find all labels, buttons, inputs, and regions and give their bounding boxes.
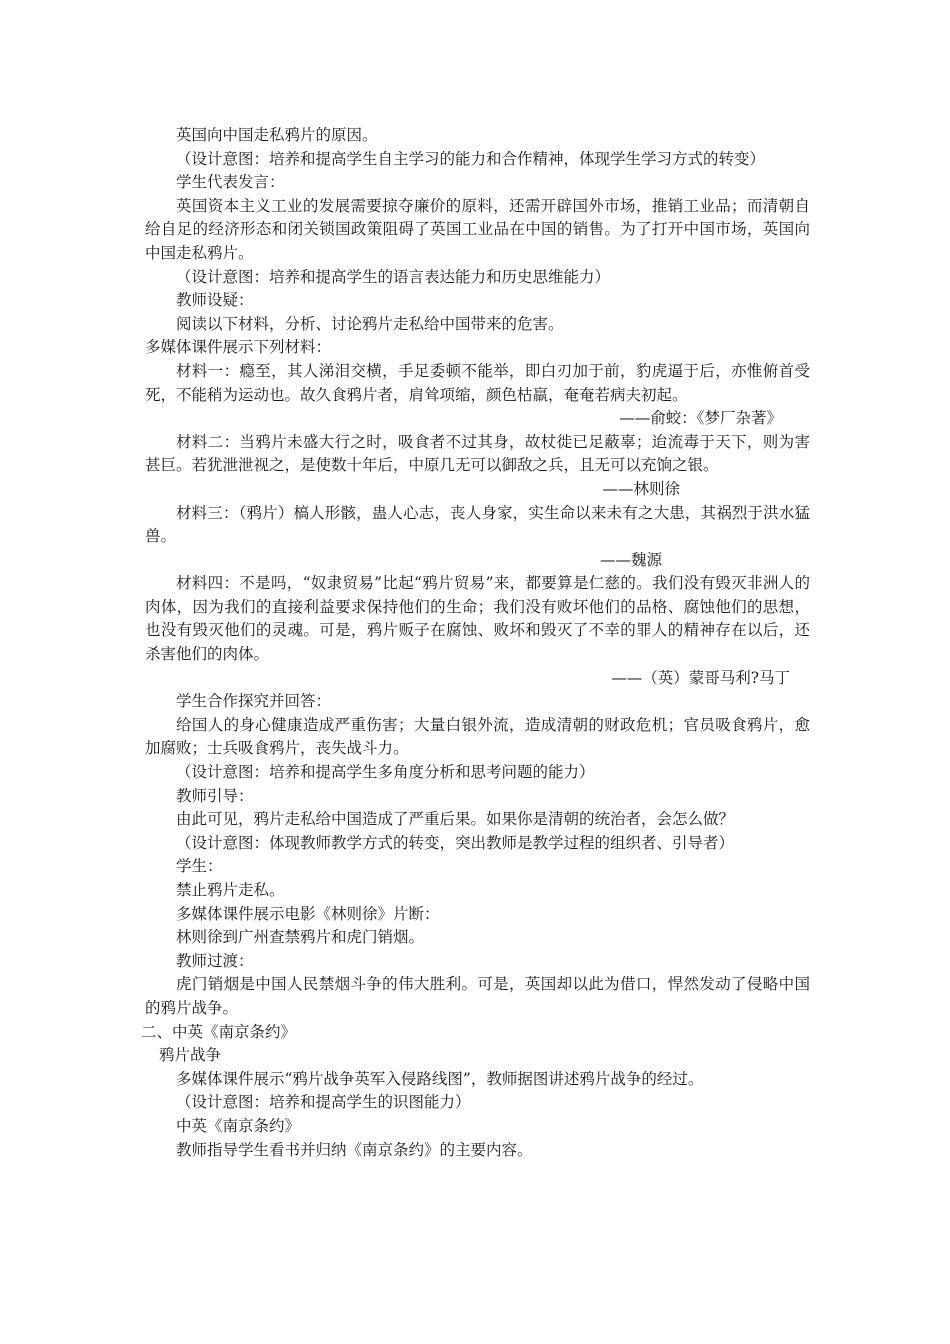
subsection-heading: 鸦片战争	[159, 1046, 222, 1065]
paragraph: 中英《南京条约》	[176, 1116, 301, 1135]
paragraph: 给国人的身心健康造成严重伤害；大量白银外流，造成清朝的财政危机；官员吸食鸦片，愈加腐败；士兵吸食鸦片，丧失战斗力。	[145, 715, 810, 758]
material-source: ——林则徐	[602, 479, 680, 498]
paragraph: 英国资本主义工业的发展需要掠夺廉价的原料，还需开辟国外市场，推销工业品；而清朝自给自足的经济形态和闭关锁国政策阻碍了英国工业品在中国的销售。为了打开中国市场，英国向中国走私鸦片。	[145, 196, 810, 262]
paragraph: 英国向中国走私鸦片的原因。	[176, 126, 378, 144]
material-source: ——俞蛟：《梦厂杂著》	[619, 409, 782, 428]
document-body	[141, 124, 810, 1162]
paragraph: 多媒体课件展示“鸦片战争英军入侵路线图”，教师据图讲述鸦片战争的经过。	[176, 1069, 704, 1088]
material-one: 材料一：瘾至，其人涕泪交横，手足委顿不能举，即白刃加于前，豹虎逼于后，亦惟俯首受死，不能稍为运动也。故久食鸦片者，肩耸项缩，颜色枯羸，奄奄若病夫初起。	[145, 361, 810, 404]
material-source: ——（英）蒙哥马利?马丁	[611, 668, 790, 687]
design-intent-note: （设计意图：培养和提高学生多角度分析和思考问题的能力）	[176, 763, 595, 782]
paragraph: 林则徐到广州查禁鸦片和虎门销烟。	[176, 928, 425, 947]
paragraph: 学生合作探究并回答：	[176, 692, 332, 711]
paragraph: 学生：	[176, 857, 223, 876]
design-intent-note: （设计意图：培养和提高学生的识图能力）	[176, 1093, 471, 1112]
design-intent-note: （设计意图：培养和提高学生自主学习的能力和合作精神，体现学生学习方式的转变）	[176, 149, 766, 168]
design-intent-note: （设计意图：培养和提高学生的语言表达能力和历史思维能力）	[176, 267, 611, 286]
material-three: 材料三：（鸦片）槁人形骸，蛊人心志，丧人身家，实生命以来未有之大患，其祸烈于洪水猛兽。	[145, 503, 810, 546]
design-intent-note: （设计意图：体现教师教学方式的转变，突出教师是教学过程的组织者、引导者）	[176, 833, 735, 852]
paragraph: 虎门销烟是中国人民禁烟斗争的伟大胜利。可是，英国却以此为借口，悍然发动了侵略中国的鸦片战争。	[145, 975, 810, 1017]
material-four: 材料四：不是吗，“奴隶贸易”比起“鸦片贸易”来，都要算是仁慈的。我们没有毁灭非洲人的肉体，因为我们的直接利益要求保持他们的生命；我们没有败坏他们的品格、腐蚀他们的思想，也没有毁灭他们的灵魂。可是，鸦片贩子在腐蚀、败坏和毁灭了不幸的罪人的精神存在以后，还杀害他们的肉体。	[145, 574, 810, 664]
material-source: ——魏源	[599, 550, 662, 569]
paragraph: 教师过渡：	[176, 951, 254, 970]
paragraph: 教师引导：	[176, 786, 254, 805]
paragraph: 多媒体课件展示电影《林则徐》片断：	[176, 904, 440, 923]
material-two: 材料二：当鸦片未盛大行之时，吸食者不过其身，故杖徙已足蔽辜；迨流毒于天下，则为害甚巨。若犹泄泄视之，是使数十年后，中原几无可以御敌之兵，且无可以充饷之银。	[145, 432, 810, 475]
paragraph: 教师设疑：	[176, 291, 254, 310]
paragraph: 阅读以下材料，分析、讨论鸦片走私给中国带来的危害。	[176, 314, 564, 333]
paragraph: 学生代表发言：	[176, 173, 285, 192]
section-heading: 二、中英《南京条约》	[141, 1022, 297, 1041]
paragraph: 由此可见，鸦片走私给中国造成了严重后果。如果你是清朝的统治者，会怎么做？	[176, 810, 735, 829]
paragraph: 多媒体课件展示下列材料：	[145, 338, 332, 357]
paragraph: 禁止鸦片走私。	[176, 881, 285, 899]
paragraph: 教师指导学生看书并归纳《南京条约》的主要内容。	[176, 1140, 533, 1159]
